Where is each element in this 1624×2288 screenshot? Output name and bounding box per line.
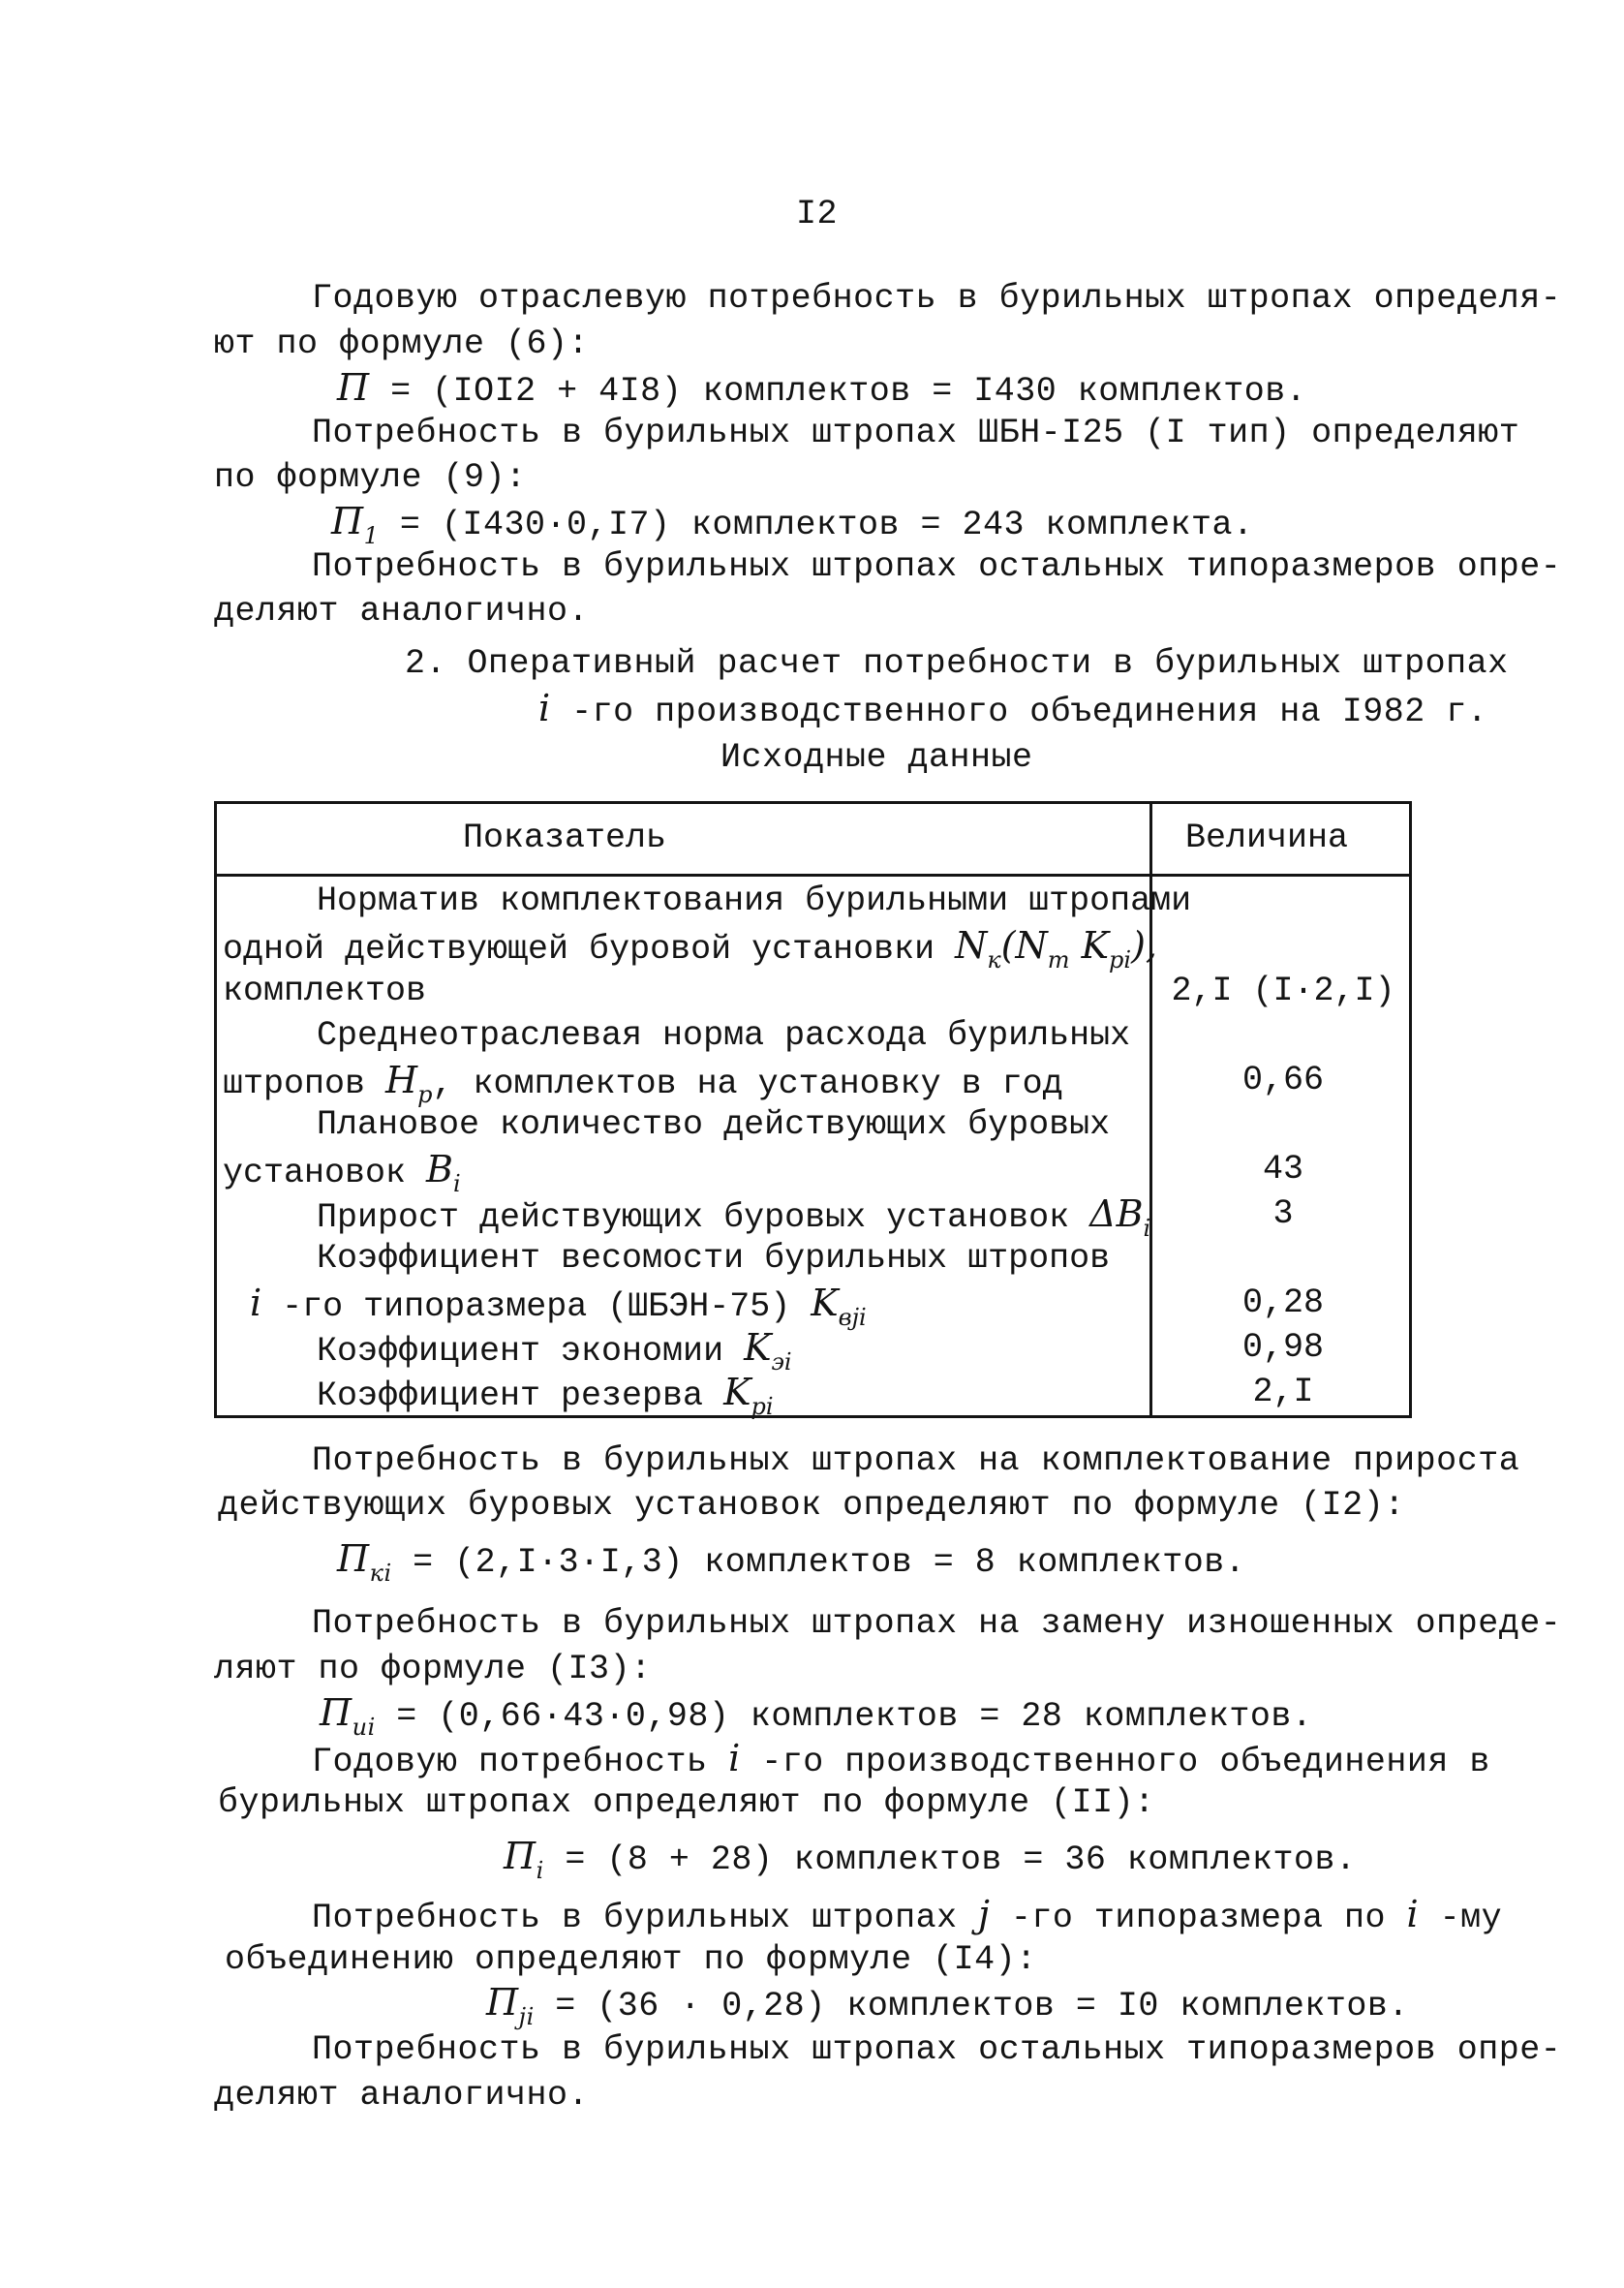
paragraph-text: Потребность в бурильных штропах [312, 1899, 979, 1937]
source-data-table [214, 801, 1412, 1418]
formula-11 [504, 1834, 1356, 1883]
paragraph-line: бурильных штропах определяют по формуле (II): [218, 1783, 1155, 1822]
formula-symbol: K [744, 1326, 772, 1369]
table-row-5-value: 0,28 [1241, 1283, 1324, 1322]
table-row-4-value: 3 [1272, 1194, 1294, 1233]
formula-subscript: pi [1109, 946, 1132, 974]
formula-subscript: кi [369, 1560, 392, 1587]
row-text: -го типоразмера (ШБЭН-75) [261, 1287, 812, 1326]
formula-expression: = (IOI2 + 4I8) комплектов = I430 комплектов. [369, 372, 1307, 411]
formula-symbol: П [337, 1537, 370, 1580]
paragraph-text: Годовую потребность [312, 1743, 729, 1781]
table-row-3-line: Плановое количество действующих буровых [317, 1105, 1111, 1144]
formula-symbol: H [385, 1059, 418, 1101]
formula-symbol: N [955, 924, 988, 967]
table-row-4-line [317, 1191, 1150, 1241]
table-caption: Исходные данные [720, 738, 1033, 777]
formula-subscript: вji [838, 1304, 867, 1331]
paragraph-line: Потребность в бурильных штропах ШБН-I25 (I тип) определяют [312, 414, 1520, 452]
table-row-6-line [317, 1325, 792, 1375]
paragraph-line: объединению определяют по формуле (I4): [225, 1940, 1037, 1979]
formula-expression: = (36 · 0,28) комплектов = I0 комплектов. [534, 1987, 1409, 2025]
paragraph-text: -го производственного объединения в [740, 1743, 1490, 1781]
table-row-5-line: Коэффициент весомости бурильных штропов [317, 1239, 1111, 1278]
formula-subscript: pi [751, 1393, 774, 1420]
row-text: Коэффициент резерва [317, 1376, 724, 1415]
formula-symbol: П [504, 1835, 536, 1877]
section-heading-text: -го производственного объединения на I982 г. [550, 693, 1488, 731]
formula-14 [486, 1980, 1409, 2029]
paragraph-line: по формуле (9): [214, 458, 527, 497]
row-text: штропов [223, 1065, 386, 1103]
formula-subscript: к [987, 946, 1001, 974]
paragraph-line: Потребность в бурильных штропах на замену изношенных опреде- [312, 1604, 1562, 1643]
formula-expression: = (2,I·3·I,3) комплектов = 8 комплектов. [391, 1543, 1246, 1582]
paragraph-line: ляют по формуле (I3): [214, 1650, 652, 1688]
section-heading [538, 686, 1487, 734]
table-row-7-line [317, 1370, 774, 1419]
formula-subscript: i [452, 1170, 461, 1197]
formula-symbol: ΔB [1089, 1192, 1144, 1235]
variable-i: i [538, 687, 551, 729]
paragraph-line: Потребность в бурильных штропах остальных типоразмеров опре- [312, 547, 1562, 586]
table-row-2-line: Среднеотраслевая норма расхода бурильных [317, 1016, 1131, 1055]
paragraph-line: Потребность в бурильных штропах остальных типоразмеров опре- [312, 2030, 1562, 2069]
column-header-value: Величина [1185, 819, 1349, 857]
formula-subscript: 1 [363, 522, 380, 549]
formula-subscript: эi [771, 1348, 792, 1376]
formula-6 [337, 365, 1306, 414]
table-row-1-value: 2,I (I·2,I) [1171, 972, 1395, 1010]
table-row-2-value: 0,66 [1241, 1061, 1324, 1099]
paragraph-line: действующих буровых установок определяют по формуле (I2): [218, 1486, 1405, 1525]
table-row-1-line [223, 923, 1157, 973]
formula-symbol: K [1069, 924, 1110, 967]
column-header-indicator: Показатель [463, 819, 667, 857]
section-heading: 2. Оперативный расчет потребности в бурильных штропах [405, 644, 1509, 683]
formula-subscript: т [1047, 946, 1070, 974]
formula-symbol: П [320, 1691, 352, 1734]
table-header-divider [217, 874, 1409, 877]
table-row-3-line [223, 1147, 461, 1196]
paragraph-text: -му [1419, 1899, 1503, 1937]
paragraph-line: ют по формуле (6): [214, 325, 590, 363]
variable-j: j [978, 1893, 991, 1935]
row-text: установок [223, 1154, 427, 1192]
table-row-7-value: 2,I [1252, 1373, 1314, 1411]
row-text: одной действующей буровой установки [223, 930, 956, 969]
formula-12 [337, 1536, 1245, 1586]
formula-symbol: П [331, 500, 364, 542]
table-row-3-value: 43 [1262, 1150, 1303, 1189]
paragraph-line: Годовую отраслевую потребность в бурильных штропах определя- [312, 279, 1562, 318]
formula-subscript: i [1143, 1215, 1151, 1242]
row-text: Прирост действующих буровых установок [317, 1198, 1090, 1237]
variable-i: i [250, 1282, 262, 1324]
paragraph-line [312, 1736, 1490, 1784]
row-text: , комплектов на установку в год [432, 1065, 1063, 1103]
formula-symbol: B [426, 1148, 453, 1190]
paragraph-line: Потребность в бурильных штропах на комплектование прироста [312, 1441, 1520, 1480]
paragraph-text: -го типоразмера по [990, 1899, 1407, 1937]
formula-subscript: иi [352, 1714, 376, 1741]
formula-symbol: K [723, 1371, 751, 1413]
row-text: Коэффициент экономии [317, 1332, 745, 1371]
formula-expression: = (0,66·43·0,98) комплектов = 28 комплектов. [375, 1697, 1313, 1736]
table-row-5-line [250, 1281, 867, 1330]
formula-subscript: i [536, 1857, 544, 1884]
formula-subscript: p [417, 1081, 433, 1108]
variable-i: i [1406, 1893, 1420, 1935]
formula-symbol: K [811, 1282, 839, 1324]
table-row-1-line: комплектов [223, 972, 427, 1010]
paragraph-line: деляют аналогично. [214, 592, 590, 631]
formula-symbol: ), [1131, 924, 1157, 967]
paragraph-line [312, 1892, 1502, 1940]
formula-subscript: ji [518, 2003, 535, 2030]
formula-expression: = (I430·0,I7) комплектов = 243 комплекта. [379, 506, 1254, 544]
formula-symbol: П [486, 1981, 519, 2024]
formula-expression: = (8 + 28) комплектов = 36 комплектов. [543, 1840, 1357, 1879]
formula-symbol: (N [1000, 924, 1048, 967]
page-number: I2 [796, 195, 839, 233]
formula-symbol: П [337, 366, 370, 409]
table-row-1-line: Норматив комплектования бурильными штропами [317, 881, 1192, 920]
variable-i: i [728, 1737, 741, 1779]
table-row-2-line [223, 1058, 1063, 1107]
formula-13 [320, 1690, 1312, 1740]
formula-9 [331, 499, 1254, 548]
paragraph-line: деляют аналогично. [214, 2076, 590, 2115]
table-row-6-value: 0,98 [1241, 1328, 1324, 1367]
